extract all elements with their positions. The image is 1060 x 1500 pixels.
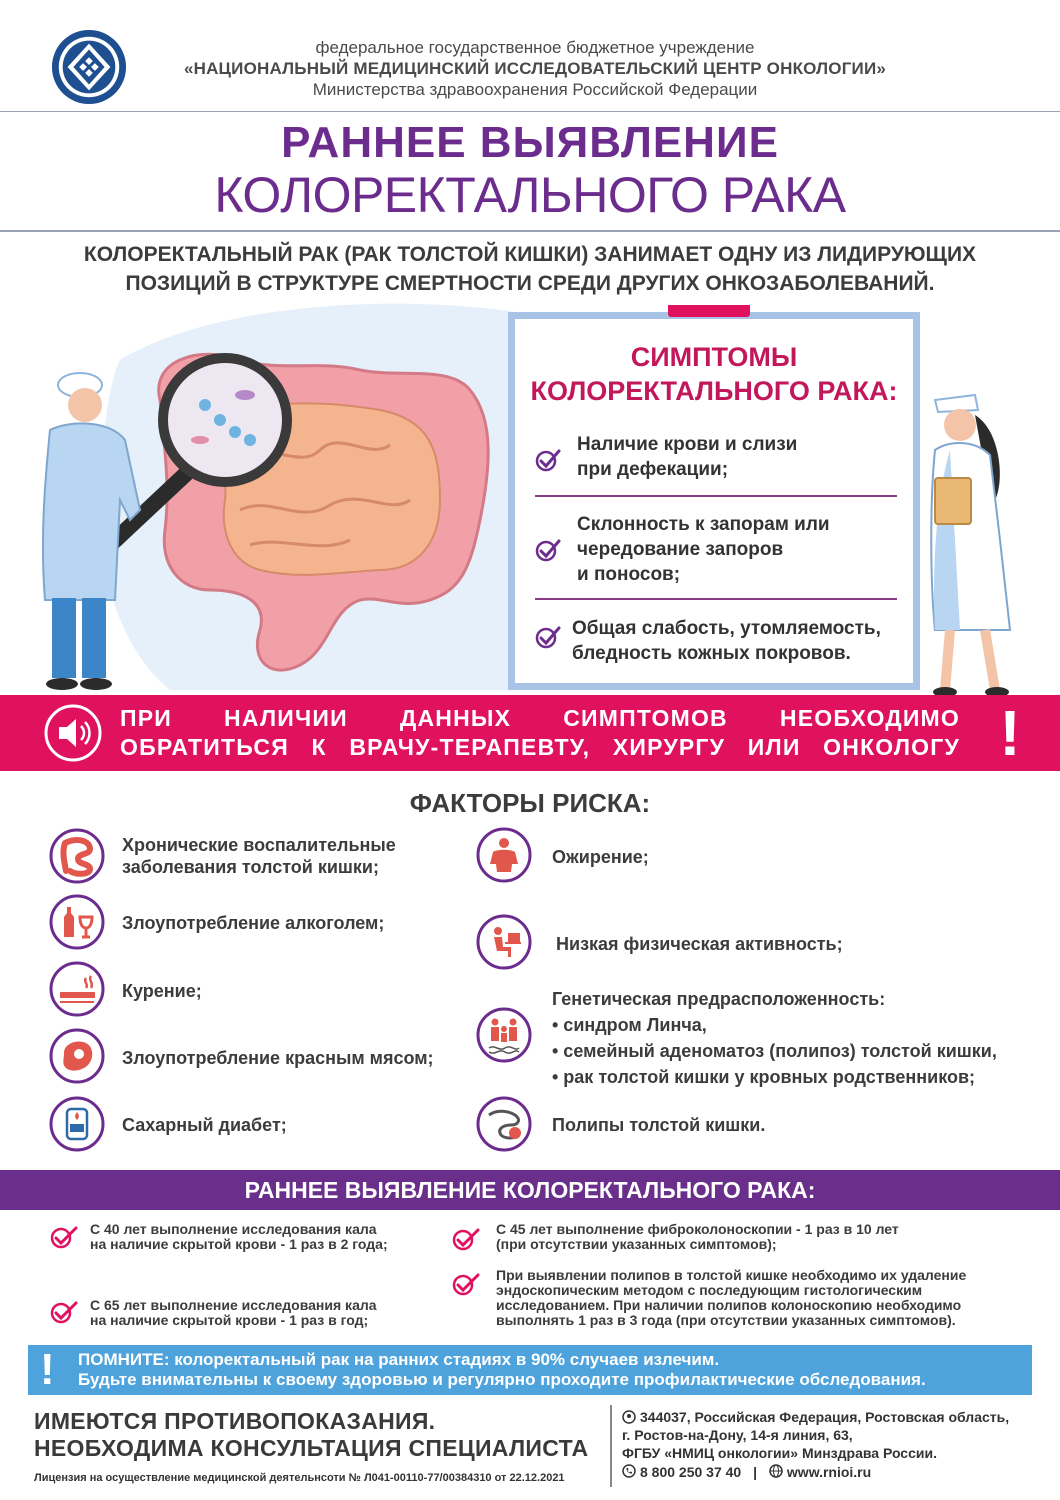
page-header <box>0 0 1060 112</box>
phone-icon <box>622 1464 636 1478</box>
check-icon <box>452 1272 480 1296</box>
risk-factors-title: ФАКТОРЫ РИСКА: <box>409 788 651 818</box>
risk-factor-item: Низкая физическая активность; <box>556 934 843 954</box>
early-detection-item: С 45 лет выполнение фиброколоноскопии - 1 раз в 10 лет (при отсутствии указанных симптомов); <box>496 1221 899 1252</box>
check-icon <box>50 1225 78 1249</box>
risk-factor-item: Хронические воспалительные заболевания толстой кишки; <box>122 835 396 877</box>
risk-factor-item: Курение; <box>122 981 202 1001</box>
nmic-oncology-logo-icon <box>50 28 128 106</box>
risk-factor-item: Генетическая предрасположенность: • синдром Линча, • семейный аденоматоз (полипоз) толстой кишки, • рак толстой кишки у кровных родственников; <box>552 989 997 1087</box>
symptoms-title-line-1: СИМПТОМЫ <box>630 342 798 372</box>
sedentary-icon <box>475 913 533 971</box>
footer-divider <box>610 1405 612 1487</box>
intro-line-1: КОЛОРЕКТАЛЬНЫЙ РАК (РАК ТОЛСТОЙ КИШКИ) ЗАНИМАЕТ ОДНУ ИЗ ЛИДИРУЮЩИХ <box>83 243 977 266</box>
risk-factor-item: Ожирение; <box>552 847 649 867</box>
org-line-3: Министерства здравоохранения Российской Федерации <box>312 80 758 99</box>
symptom-item: Наличие крови и слизи при дефекации; <box>577 434 798 480</box>
address-line-1: 344037, Российская Федерация, Ростовская область, <box>640 1409 1010 1425</box>
risk-factor-item: Злоупотребление красным мясом; <box>122 1048 434 1068</box>
page-title-line-2: КОЛОРЕКТАЛЬНОГО РАКА <box>214 167 846 223</box>
early-detection-title: РАННЕЕ ВЫЯВЛЕНИЕ КОЛОРЕКТАЛЬНОГО РАКА: <box>244 1177 816 1203</box>
obesity-icon <box>475 826 533 884</box>
page-title-line-1: РАННЕЕ ВЫЯВЛЕНИЕ <box>281 118 779 167</box>
risk-factor-item: Полипы толстой кишки. <box>552 1115 766 1135</box>
glucometer-icon <box>48 1095 106 1153</box>
address-line-2: г. Ростов-на-Дону, 14-я линия, 63, <box>622 1427 853 1443</box>
contraindications-notice: ИМЕЮТСЯ ПРОТИВОПОКАЗАНИЯ. НЕОБХОДИМА КОНСУЛЬТАЦИЯ СПЕЦИАЛИСТА <box>34 1408 589 1461</box>
check-icon <box>535 448 561 472</box>
org-line-1: федеральное государственное бюджетное учреждение <box>315 38 755 57</box>
contact-separator: | <box>753 1464 758 1481</box>
early-detection-item: С 65 лет выполнение исследования кала на наличие скрытой крови - 1 раз в год; <box>90 1297 377 1328</box>
contacts <box>622 1462 871 1481</box>
globe-icon <box>769 1464 783 1478</box>
phone-number[interactable]: 8 800 250 37 40 <box>640 1464 742 1481</box>
symptom-item: Общая слабость, утомляемость, бледность кожных покровов. <box>572 618 881 664</box>
exclamation-icon: ! <box>40 1345 55 1394</box>
remember-line-1: ПОМНИТЕ: колоректальный рак на ранних стадиях в 90% случаев излечим. <box>78 1350 720 1369</box>
title-divider <box>0 230 1060 232</box>
symptom-item: Склонность к запорам или чередование запоров и поносов; <box>577 514 830 585</box>
alcohol-icon <box>48 893 106 951</box>
early-detection-item: При выявлении полипов в толстой кишке необходимо их удаление эндоскопическим методом с последующим гистологическим исследованием. При наличии полипов колоноскопию необходимо выполнять 1 раз в 3 года (при отсутствии указанных симптомов). <box>496 1267 967 1328</box>
polyp-icon <box>475 1095 533 1153</box>
warning-banner-text <box>120 704 960 762</box>
symptom-divider <box>535 598 897 600</box>
remember-text <box>78 1350 1028 1390</box>
female-doctor-illustration <box>931 395 1010 695</box>
steak-icon <box>48 1027 106 1085</box>
remember-line-2: Будьте внимательны к своему здоровью и регулярно проходите профилактические обследования. <box>78 1370 926 1389</box>
intestine-icon <box>48 827 106 885</box>
address-line-3: ФГБУ «НМИЦ онкологии» Минздрава России. <box>622 1445 937 1461</box>
risk-factor-item: Сахарный диабет; <box>122 1115 287 1135</box>
address <box>622 1408 1042 1462</box>
family-dna-icon <box>475 1006 533 1064</box>
early-detection-item: С 40 лет выполнение исследования кала на наличие скрытой крови - 1 раз в 2 года; <box>90 1221 388 1252</box>
exclamation-icon: ! <box>999 697 1021 769</box>
license-text: Лицензия на осуществление медицинской деятельнсоти № Л041-00110-77/00384310 от 22.12.2021 <box>34 1472 565 1484</box>
website-link[interactable]: www.rnioi.ru <box>786 1464 872 1481</box>
intro-text <box>20 240 1040 298</box>
location-pin-icon <box>622 1410 636 1424</box>
symptoms-title <box>508 340 920 408</box>
check-icon <box>50 1300 78 1324</box>
speaker-icon <box>43 703 103 763</box>
cigarette-icon <box>48 960 106 1018</box>
check-icon <box>535 538 561 562</box>
symptoms-box-tab <box>668 305 750 317</box>
org-line-2: «НАЦИОНАЛЬНЫЙ МЕДИЦИНСКИЙ ИССЛЕДОВАТЕЛЬСКИЙ ЦЕНТР ОНКОЛОГИИ» <box>183 59 887 78</box>
intro-line-2: ПОЗИЦИЙ В СТРУКТУРЕ СМЕРТНОСТИ СРЕДИ ДРУГИХ ОНКОЗАБОЛЕВАНИЙ. <box>125 272 935 295</box>
check-icon <box>535 625 561 649</box>
symptom-divider <box>535 495 897 497</box>
risk-factor-item: Злоупотребление алкоголем; <box>122 913 385 933</box>
organization-name <box>150 38 920 100</box>
warning-line-2: ОБРАТИТЬСЯ К ВРАЧУ-ТЕРАПЕВТУ, ХИРУРГУ ИЛИ ОНКОЛОГУ <box>120 734 960 760</box>
symptoms-title-line-2: КОЛОРЕКТАЛЬНОГО РАКА: <box>530 376 898 406</box>
check-icon <box>452 1227 480 1251</box>
warning-line-1: ПРИ НАЛИЧИИ ДАННЫХ СИМПТОМОВ НЕОБХОДИМО <box>120 705 960 731</box>
